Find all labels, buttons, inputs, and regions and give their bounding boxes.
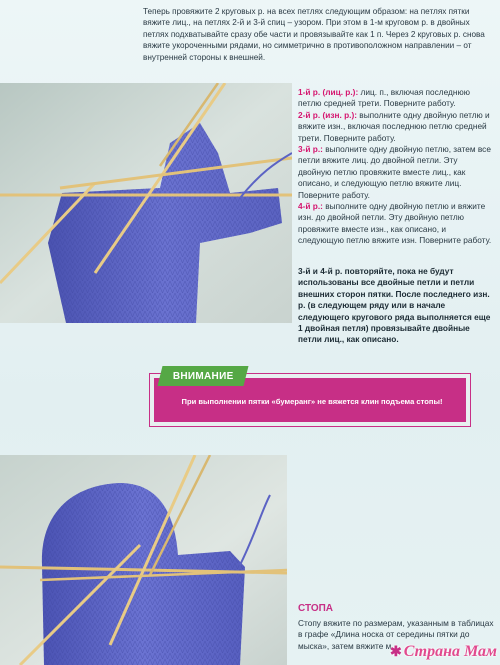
row-4	[298, 201, 492, 247]
star-icon: ✱	[390, 644, 402, 660]
row-1	[298, 87, 492, 110]
site-watermark	[390, 641, 500, 663]
heel-photo-2	[0, 455, 287, 665]
rows-instructions	[298, 87, 492, 247]
row-3-text: выполните одну двойную петлю, затем все петли вяжите лиц. до двойной петли. Эту двойную петлю провяжите вместе лиц., как описано, и следующую петлю вяжите лиц. Поверните работу.	[298, 144, 491, 200]
attention-text: При выполнении пятки «бумеранг» не вяжется клин подъема стопы!	[181, 397, 443, 406]
row-4-label: 4-й р.:	[298, 201, 323, 212]
row-1-text: лиц. п., включая последнюю петлю средней трети. Поверните работу.	[298, 87, 470, 109]
watermark-text: Страна Мам	[403, 643, 497, 660]
row-2	[298, 110, 492, 144]
row-2-label: 2-й р. (изн. р.):	[298, 109, 357, 120]
repeat-instructions: 3-й и 4-й р. повторяйте, пока не будут использованы все двойные петли и петли внешних сторон пятки. После последнего изн. р. (в следующем ряду или в начале следующего кругового ряда выполняется еще 1 двойная петля) провязывайте двойные петли лиц., как описано.	[298, 266, 491, 345]
row-3	[298, 144, 492, 201]
row-2-text: выполните одну двойную петлю и вяжите изн., включая последнюю петлю средней трети. Поверните работу.	[298, 109, 490, 143]
attention-callout	[150, 366, 470, 426]
foot-section-text: Стопу вяжите по размерам, указанным в таблицах в графе «Длина носка от середины пятки до мыска», затем вяжите м	[298, 618, 494, 651]
attention-tab	[158, 366, 249, 386]
foot-section-title: СТОПА	[298, 603, 334, 614]
heel-photo-1	[0, 83, 292, 323]
attention-title: ВНИМАНИЕ	[172, 370, 234, 382]
row-3-label: 3-й р.:	[298, 144, 323, 155]
row-1-label: 1-й р. (лиц. р.):	[298, 87, 359, 97]
row-4-text: выполните одну двойную петлю и вяжите изн. до двойной петли. Эту двойную петлю провяжите вместе изн., как описано, и следующую петлю вяжите изн. Поверните работу.	[298, 201, 492, 246]
intro-paragraph: Теперь провяжите 2 круговых р. на всех петлях следующим образом: на петлях пятки вяжите лиц., на петлях 2-й и 3-й спиц – узором. При этом в 1-м круговом р. в двойных петлях подхватывайте сразу обе части и провязывайте как 1 п. Через 2 круговых р. снова вяжите укороченными рядами, но симметрично в противоположном направлении – от внутренней стороны к внешней.	[143, 7, 485, 62]
